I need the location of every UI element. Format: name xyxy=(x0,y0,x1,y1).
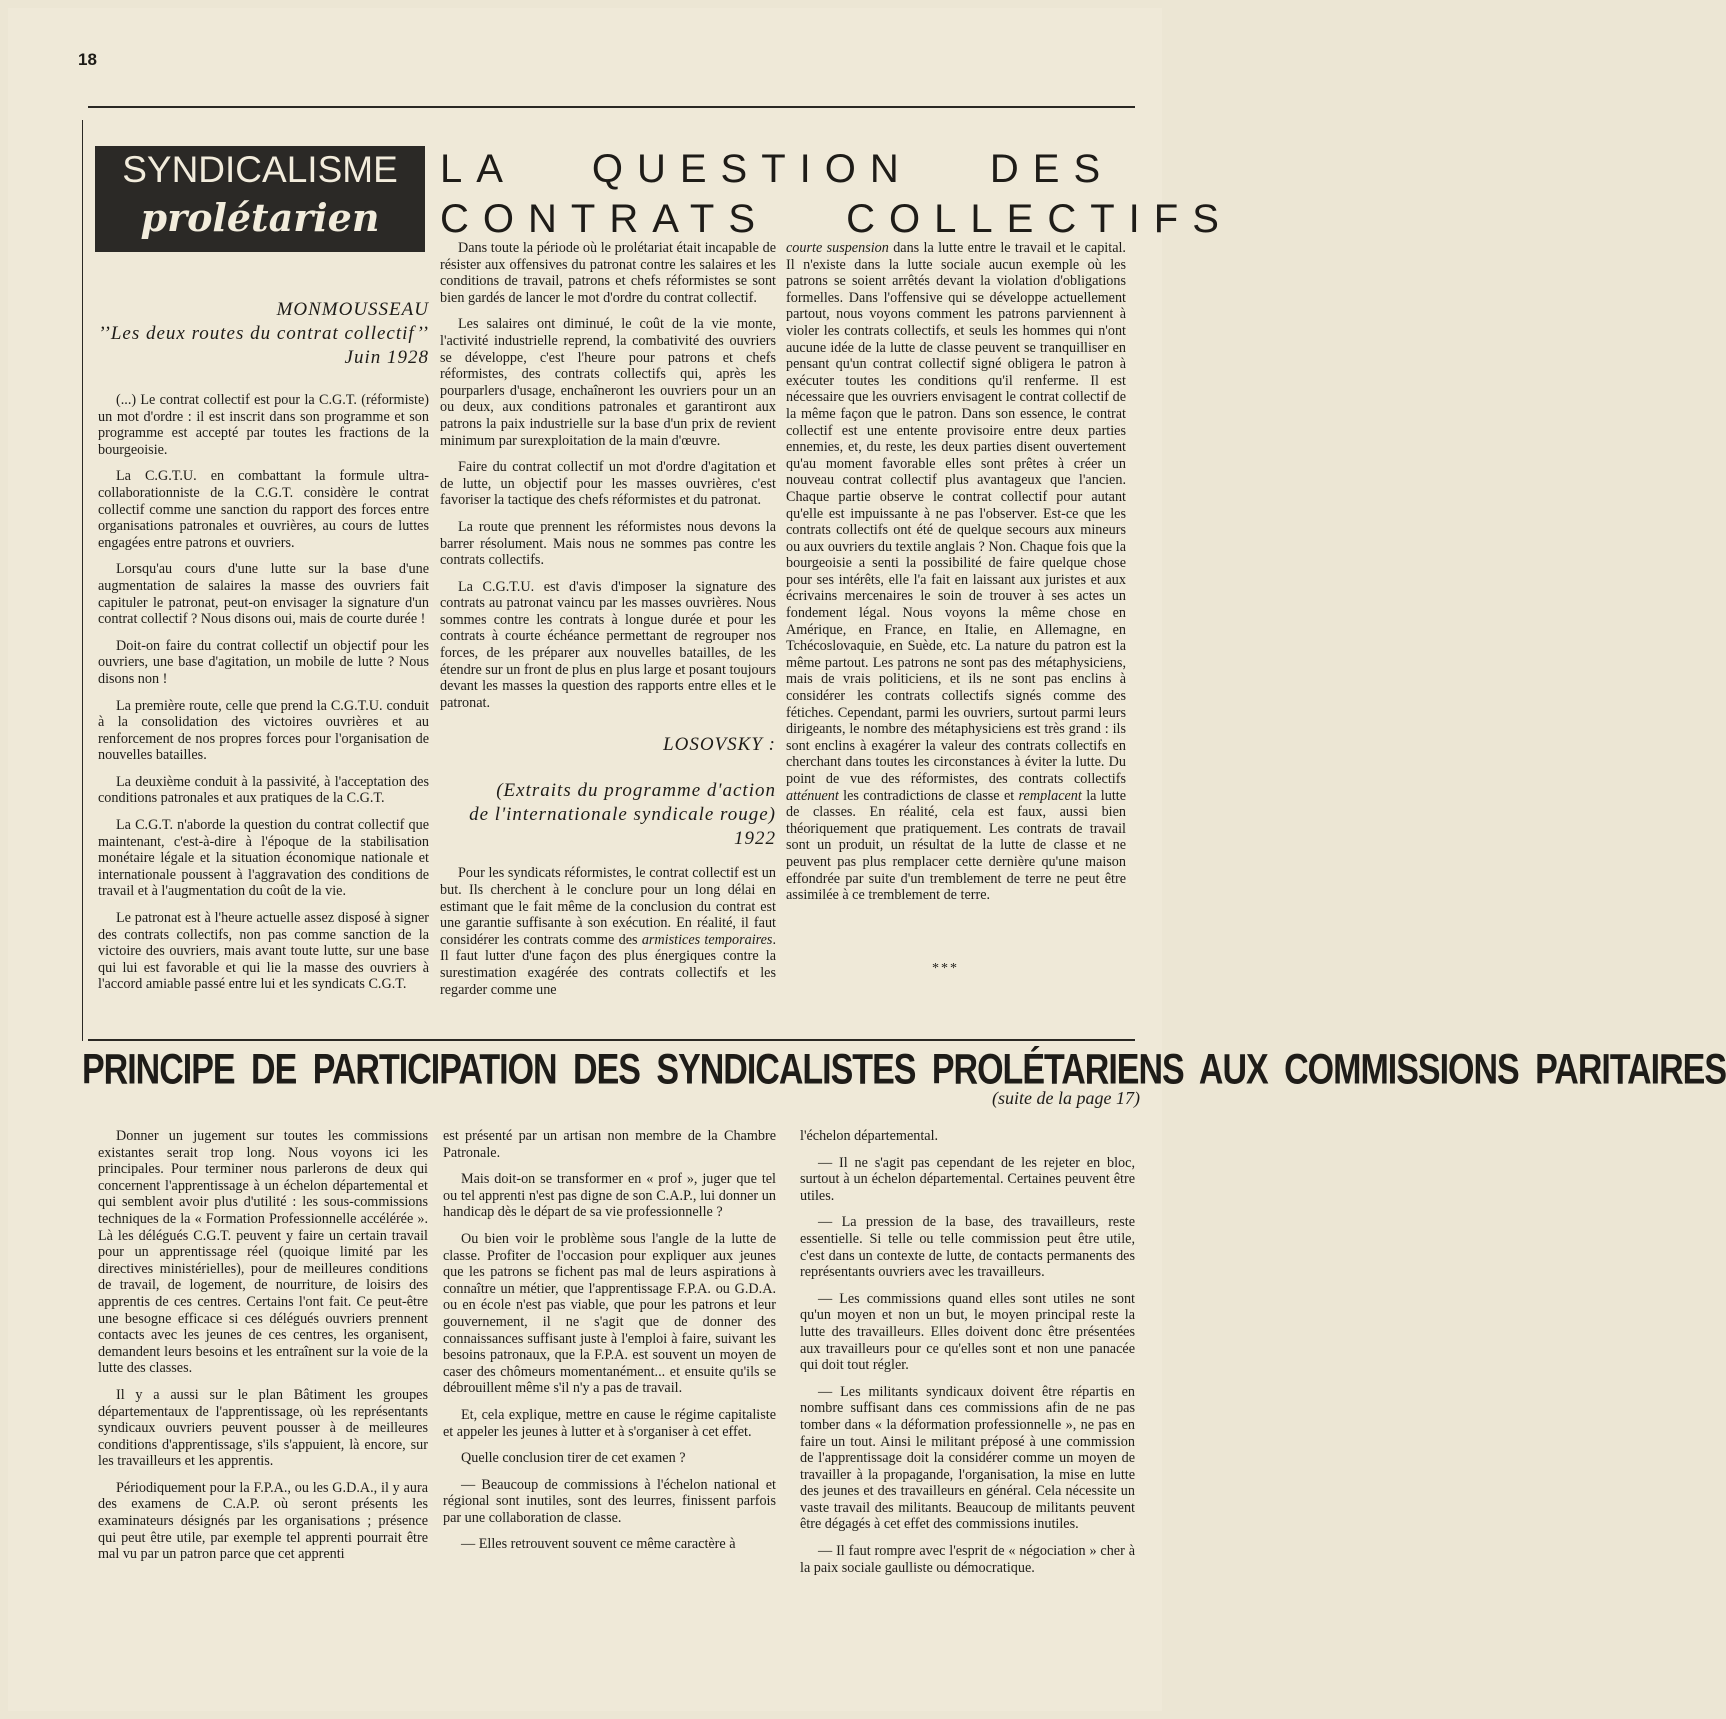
paragraph: Les salaires ont diminué, le coût de la vie monte, l'activité industrielle reprend, la combativité des ouvriers se développe, c'est l'heure pour patrons et chefs réformistes, des contrats collectifs qui, après les pourparlers d'usage, enchaîneront les ouvriers pour un an ou deux, aux conditions patronales et garantiront aux patrons la paix industrielle sur la base d'un prix de revient minimum par surexploitation de la main d'œuvre. xyxy=(440,316,776,449)
headline-word: DES xyxy=(989,147,1115,191)
paragraph: Le patronat est à l'heure actuelle assez disposé à signer des contrats collectifs, non pas comme sanction de la victoire des ouvriers, mais avant toute lutte, sur une base qui lui est favorable et qui lie la masse des ouvriers à l'accord amiable passé entre lui et les syndicats C.G.T. xyxy=(98,910,429,993)
bottom-column-3 xyxy=(800,1128,1135,1586)
paragraph: — La pression de la base, des travailleurs, reste essentielle. Si telle ou telle commission peut être utile, c'est dans un contexte de lutte, de contacts permanents des représentants ouvriers avec les travailleurs. xyxy=(800,1214,1135,1281)
paragraph: La première route, celle que prend la C.G.T.U. conduit à la consolidation des victoires ouvrières et au renforcement de nos propres forces pour l'organisation de nouvelles batailles. xyxy=(98,697,429,764)
bottom-headline: PRINCIPE DE PARTICIPATION DES SYNDICALISTES PROLÉTARIENS AUX COMMISSIONS PARITAIRES xyxy=(82,1046,1726,1094)
paragraph: Donner un jugement sur toutes les commissions existantes serait trop long. Nous voyons ici les principales. Pour terminer nous parlerons de deux qui concernent l'apprentissage à un échelon départemental et qui semblent avoir plus d'utilité : les sous-commissions techniques de la « Formation Professionnelle accélérée ». Là les délégués C.G.T. peuvent y faire un certain travail pour un apprentissage réel (quoique limité par les directives ministérielles), pour de meilleures conditions de travail, de logement, de nourriture, de loisirs des apprentis de ces centres. Certains l'ont fait. Ce peut-être une besogne efficace si ces délégués ouvriers prennent contacts avec les jeunes de ces centres, les organisent, demandent leurs besoins et les entraînent sur la voie de la lutte des classes. xyxy=(98,1128,428,1377)
paragraph: — Il ne s'agit pas cependant de les rejeter en bloc, surtout à un échelon départemental. Certaines peuvent être utiles. xyxy=(800,1154,1135,1204)
paragraph: Faire du contrat collectif un mot d'ordre d'agitation et de lutte, un objectif pour les masses ouvrières, c'est favoriser la tactique des chefs réformistes et du patronat. xyxy=(440,459,776,509)
paragraph: Périodiquement pour la F.P.A., ou les G.D.A., il y aura des examens de C.A.P. où seront présents les examinateurs désignés par les organisations ; présence qui peut être utile, par exemple tel apprenti pourrait être mal vu par un patron parce que cet apprenti xyxy=(98,1479,428,1563)
emphasis: remplacent xyxy=(1018,787,1082,804)
paragraph: — Il faut rompre avec l'esprit de « négociation » cher à la paix sociale gaulliste ou démocratique. xyxy=(800,1543,1135,1576)
headline-word: CONTRATS xyxy=(440,197,770,241)
badge-title: SYNDICALISME xyxy=(122,149,398,190)
source-line: de l'internationale syndicale rouge) xyxy=(469,804,776,826)
paragraph: Et, cela explique, mettre en cause le régime capitaliste et appeler les jeunes à lutter et à s'organiser à cet effet. xyxy=(443,1406,776,1440)
paragraph: Mais doit-on se transformer en « prof », juger que tel ou tel apprenti n'est pas digne de son C.A.P., lui donner un handicap dès le départ de sa vie professionnelle ? xyxy=(443,1171,776,1221)
section-separator: *** xyxy=(932,961,959,976)
source-line: (Extraits du programme d'action xyxy=(496,780,776,802)
paragraph: courte suspension dans la lutte entre le travail et le capital. Il n'existe dans la lutte sociale aucun exemple où les patrons se soient arrêtés devant la violation d'obligations formelles. Dans l'offensive qui se développe actuellement partout, nous voyons comment les patrons parviennent à violer les contrats collectifs, et seuls les hommes qui n'ont aucune idée de la lutte de classe peuvent se tranquilliser en pensant qu'un contrat collectif signé obligera le patron à exécuter toutes les conditions qu'il renferme. Il est nécessaire que les ouvriers envisagent le contrat collectif de la même façon que le patron. Dans son essence, le contrat collectif est une entente provisoire entre deux parties ennemies, et, du reste, les deux parties disent ouvertement qu'au moment favorable elles sont prêtes à créer un nouveau contrat collectif plus avantageux que l'ancien. Chaque partie observe le contrat collectif pour autant qu'elle est impuissante à ne pas l'observer. Est-ce que les contrats collectifs ont été de quelque secours aux mineurs ou aux ouvriers du textile anglais ? Non. Chaque fois que la bourgeoisie a senti la possibilité de faire quelque chose pour ses intérêts, elle l'a fait en laissant aux juristes et aux écrivains mercenaires le soin de trouver à ses actes un fondement légal. Nous voyons la même chose en Amérique, en France, en Italie, en Allemagne, en Tchécoslovaquie, en Suède, etc. La nature du patron est la même partout. Les patrons ne sont pas des métaphysiciens, mais de vrais politiciens, et ils ne sont pas enclins à considérer les contrats collectifs signés comme des fétiches. Cependant, parmi les ouvriers, surtout parmi leurs dirigeants, le nombre des métaphysiciens est très grand : ils sont enclins à exagérer la valeur des contrats collectifs en cherchant dans toutes les circonstances à éviter la lutte. Du point de vue des réformistes, des contrats collectifs atténuent les contradictions de classe et remplacent la lutte de classes. En réalité, cela est faux, aussi bien théoriquement que pratiquement. Les contrats de travail sont un produit, un résultat de la lutte de classe et ne peuvent pas plus remplacer cette dernière qu'une maison effondrée par suite d'un tremblement de terre ne peut être assimilée à ce tremblement de terre. xyxy=(786,240,1126,904)
paragraph: La C.G.T. n'aborde la question du contrat collectif que maintenant, c'est-à-dire à l'époque de la stabilisation monétaire légale et la situation économique nationale et internationale poussent à l'aggravation des conditions de travail et à l'augmentation du coût de la vie. xyxy=(98,817,429,900)
paragraph: l'échelon départemental. xyxy=(800,1128,939,1144)
continuation-note: (suite de la page 17) xyxy=(992,1088,1140,1108)
paragraph: La route que prennent les réformistes nous devons la barrer résolument. Mais nous ne sommes pas contre les contrats collectifs. xyxy=(440,518,776,569)
author-name: LOSOVSKY : xyxy=(663,734,776,756)
paragraph: Dans toute la période où le prolétariat était incapable de résister aux offensives du patronat contre les salaires et les conditions de travail, patrons et chefs réformistes se sont bien gardés de lancer le mot d'ordre du contrat collectif. xyxy=(440,240,776,306)
paragraph: — Les commissions quand elles sont utiles ne sont qu'un moyen et non un but, le moyen principal reste la lutte des travailleurs. Elles doivent donc être présentées aux travailleurs pour ce qu'elles sont et non une panacée qui doit tout régler. xyxy=(800,1290,1135,1374)
paragraph: Il y a aussi sur le plan Bâtiment les groupes départementaux de l'apprentissage, où les représentants syndicaux ouvriers peuvent pousser à de meilleures conditions d'apprentissage, s'ils s'appuient, là encore, sur les travailleurs et les apprentis. xyxy=(98,1386,428,1470)
headline-word: LA xyxy=(440,147,515,191)
paragraph: Doit-on faire du contrat collectif un objectif pour les ouvriers, une base d'agitation, un mobile de lutte ? Nous disons non ! xyxy=(98,637,429,687)
paragraph: — Beaucoup de commissions à l'échelon national et régional sont inutiles, sont des leurres, finissent parfois par une collaboration de classe. xyxy=(443,1476,776,1526)
bottom-column-1 xyxy=(98,1128,428,1573)
paragraph: — Elles retrouvent souvent ce même caractère à xyxy=(461,1536,736,1553)
section-badge xyxy=(95,146,425,252)
source-date: 1922 xyxy=(734,828,776,850)
paragraph: (...) Le contrat collectif est pour la C.G.T. (réformiste) un mot d'ordre : il est inscrit dans son programme et son programme est accepté par toutes les fractions de la bourgeoisie. xyxy=(98,392,429,458)
paragraph: — Les militants syndicaux doivent être répartis en nombre suffisant dans ces commissions afin de ne pas tomber dans « la déformation professionnelle », ne pas en faire un tout. Ainsi le militant préposé à une commission de l'apprentissage doit la considérer comme un moyen de travailler à la propagande, l'organisation, la mise en lutte des jeunes et des travailleurs en général. Cela nécessite un vaste travail des militants. Beaucoup de militants peuvent être dégagés à cet effet des commissions inutiles. xyxy=(800,1383,1135,1533)
page-number: 18 xyxy=(78,50,97,69)
source-title: ’’Les deux routes du contrat collectif’’ xyxy=(98,323,429,344)
article-headline xyxy=(440,144,1233,244)
emphasis: armistices temporaires xyxy=(641,931,773,948)
column-losovsky xyxy=(440,240,776,1008)
emphasis: atténuent xyxy=(786,787,839,804)
source-date: Juin 1928 xyxy=(344,347,429,368)
paragraph: La deuxième conduit à la passivité, à l'acceptation des conditions patronales et aux pratiques de la C.G.T. xyxy=(98,773,429,807)
badge-subtitle: prolétarien xyxy=(140,195,380,240)
paragraph: Pour les syndicats réformistes, le contrat collectif est un but. Ils cherchent à le conclure pour un long délai en estimant que le fait même de la conclusion du contrat est une garantie suffisante à son exécution. En réalité, il faut considérer les contrats comme des armistices temporaires. Il faut lutter d'une façon des plus énergiques contre la surestimation exagérée des contrats collectifs et les regarder comme une xyxy=(440,865,776,998)
paragraph: est présenté par un artisan non membre de la Chambre Patronale. xyxy=(443,1128,776,1161)
paragraph: Ou bien voir le problème sous l'angle de la lutte de classe. Profiter de l'occasion pour expliquer aux jeunes que les patrons se fichent pas mal de leurs aspirations à connaître un métier, que l'apprentissage F.P.A. ou G.D.A. ou en école n'est pas viable, que pour les patrons et leur gouvernement, il ne s'agit que de donner des connaissances suffisant juste à l'emploi à faire, suivant les besoins patronaux, que la F.P.A. est souvent un moyen de caser des chômeurs momentanément... et ensuite qu'ils se débrouillent même s'il n'y a pas de travail. xyxy=(443,1230,776,1397)
bottom-column-2 xyxy=(443,1128,776,1563)
headline-word: COLLECTIFS xyxy=(846,197,1233,241)
column-monmousseau xyxy=(98,298,429,1003)
column-losovsky-continued xyxy=(786,240,1126,914)
emphasis: courte suspension xyxy=(786,240,889,256)
author-name: MONMOUSSEAU xyxy=(276,299,429,320)
paragraph: Lorsqu'au cours d'une lutte sur la base d'une augmentation de salaires la masse des ouvriers fait capituler le patronat, peut-on envisager la signature d'un contrat collectif ? Nous disons oui, mais de courte durée ! xyxy=(98,561,429,628)
paragraph: Quelle conclusion tirer de cet examen ? xyxy=(461,1450,686,1467)
paragraph: La C.G.T.U. en combattant la formule ultra-collaborationniste de la C.G.T. considère le contrat collectif comme une sanction du rapport des forces entre organisations patronales et ouvrières, au cours de luttes engagées entre patrons et ouvriers. xyxy=(98,468,429,551)
paragraph: La C.G.T.U. est d'avis d'imposer la signature des contrats au patronat vaincu par les masses ouvrières. Nous sommes contre les contrats à longue durée et pour les contrats à courte échéance permettant de regrouper nos forces, de les préparer aux nouvelles batailles, de les étendre sur un front de plus en plus large et posant toujours devant les masses la question des rapports entre elles et le patronat. xyxy=(440,578,776,711)
headline-word: QUESTION xyxy=(591,147,913,191)
